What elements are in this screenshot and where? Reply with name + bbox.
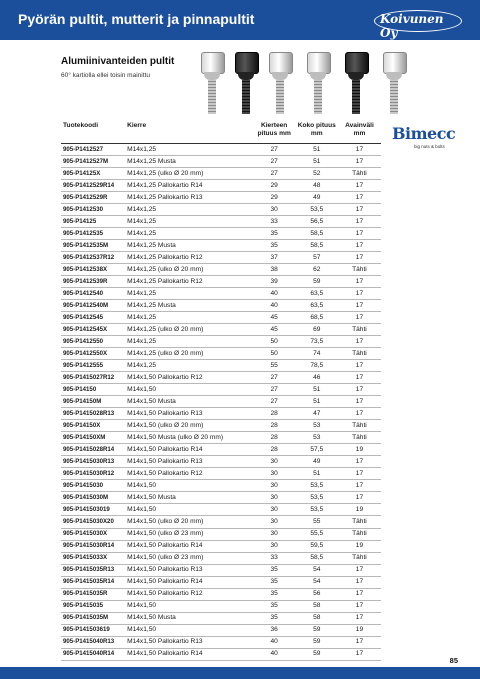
total-length-cell: 54: [296, 564, 338, 576]
key-size-cell: 19: [338, 624, 381, 636]
product-code-cell: 905-P1415030R13: [61, 456, 125, 468]
thread-cell: M14x1,50: [125, 600, 253, 612]
thread-length-cell: 27: [253, 384, 296, 396]
product-code-cell: 905-P1415035R14: [61, 576, 125, 588]
page-header: [0, 0, 480, 40]
key-size-cell: Tähti: [338, 516, 381, 528]
total-length-cell: 56: [296, 588, 338, 600]
thread-cell: M14x1,50 Pallokartio R14: [125, 444, 253, 456]
thread-cell: M14x1,50 Pallokartio R14: [125, 540, 253, 552]
total-length-cell: 59: [296, 276, 338, 288]
column-header-avainvali: Avainväli mm: [338, 120, 381, 144]
key-size-cell: 17: [338, 600, 381, 612]
table-row: [61, 408, 381, 420]
thread-cell: M14x1,50: [125, 480, 253, 492]
table-row: [61, 144, 381, 156]
thread-length-cell: 45: [253, 324, 296, 336]
thread-cell: M14x1,50 Musta: [125, 396, 253, 408]
total-length-cell: 59: [296, 636, 338, 648]
key-size-cell: Tähti: [338, 420, 381, 432]
thread-cell: M14x1,25: [125, 336, 253, 348]
total-length-cell: 53,5: [296, 504, 338, 516]
thread-length-cell: 35: [253, 576, 296, 588]
thread-cell: M14x1,50 Pallokartio R13: [125, 408, 253, 420]
table-row: [61, 348, 381, 360]
key-size-cell: 17: [338, 384, 381, 396]
product-code-cell: 905-P1415030M: [61, 492, 125, 504]
product-code-cell: 905-P1415035R: [61, 588, 125, 600]
thread-cell: M14x1,50: [125, 384, 253, 396]
thread-length-cell: 30: [253, 468, 296, 480]
key-size-cell: 17: [338, 288, 381, 300]
table-row: [61, 300, 381, 312]
thread-cell: M14x1,25 (ulko Ø 20 mm): [125, 348, 253, 360]
table-row: [61, 480, 381, 492]
product-code-cell: 905-P1415035M: [61, 612, 125, 624]
key-size-cell: 17: [338, 312, 381, 324]
total-length-cell: 57: [296, 252, 338, 264]
table-row: [61, 468, 381, 480]
table-row: [61, 360, 381, 372]
thread-length-cell: 28: [253, 444, 296, 456]
thread-cell: M14x1,25 (ulko Ø 20 mm): [125, 168, 253, 180]
total-length-cell: 58,5: [296, 240, 338, 252]
key-size-cell: 17: [338, 156, 381, 168]
product-code-cell: 905-P1415030X: [61, 528, 125, 540]
table-row: [61, 168, 381, 180]
thread-length-cell: 29: [253, 192, 296, 204]
thread-length-cell: 27: [253, 396, 296, 408]
table-row: [61, 252, 381, 264]
product-code-cell: 905-P14150M: [61, 396, 125, 408]
total-length-cell: 51: [296, 384, 338, 396]
brand-name: Bimecc: [392, 124, 456, 143]
thread-cell: M14x1,25 Musta: [125, 300, 253, 312]
product-code-cell: 905-P1412527: [61, 144, 125, 156]
table-row: [61, 372, 381, 384]
thread-cell: M14x1,50 (ulko Ø 23 mm): [125, 528, 253, 540]
product-code-cell: 905-P1412527M: [61, 156, 125, 168]
product-code-cell: 905-P1415030R14: [61, 540, 125, 552]
total-length-cell: 68,5: [296, 312, 338, 324]
key-size-cell: Tähti: [338, 552, 381, 564]
table-row: [61, 456, 381, 468]
thread-cell: M14x1,25: [125, 360, 253, 372]
thread-cell: M14x1,25: [125, 144, 253, 156]
total-length-cell: 54: [296, 576, 338, 588]
product-code-cell: 905-P1412529R14: [61, 180, 125, 192]
bolt-silver-image: [268, 48, 292, 118]
thread-length-cell: 45: [253, 312, 296, 324]
key-size-cell: Tähti: [338, 432, 381, 444]
thread-cell: M14x1,50 Musta: [125, 492, 253, 504]
table-row: [61, 492, 381, 504]
key-size-cell: 19: [338, 504, 381, 516]
product-code-cell: 905-P1415035R13: [61, 564, 125, 576]
bolt-silver-image: [200, 48, 224, 118]
key-size-cell: 17: [338, 396, 381, 408]
key-size-cell: 17: [338, 372, 381, 384]
key-size-cell: Tähti: [338, 528, 381, 540]
thread-length-cell: 35: [253, 612, 296, 624]
column-header-code: Tuotekoodi: [61, 120, 125, 144]
total-length-cell: 51: [296, 144, 338, 156]
product-code-cell: 905-P1412550: [61, 336, 125, 348]
thread-length-cell: 35: [253, 228, 296, 240]
thread-cell: M14x1,25 Musta: [125, 240, 253, 252]
thread-cell: M14x1,50 Pallokartio R12: [125, 468, 253, 480]
total-length-cell: 51: [296, 468, 338, 480]
table-row: [61, 204, 381, 216]
product-code-cell: 905-P1412530: [61, 204, 125, 216]
table-row: [61, 528, 381, 540]
table-row: [61, 588, 381, 600]
total-length-cell: 53,5: [296, 492, 338, 504]
key-size-cell: 19: [338, 444, 381, 456]
table-row: [61, 312, 381, 324]
thread-cell: M14x1,50 Pallokartio R14: [125, 648, 253, 660]
product-code-cell: 905-P1412545: [61, 312, 125, 324]
total-length-cell: 47: [296, 408, 338, 420]
total-length-cell: 53,5: [296, 204, 338, 216]
thread-cell: M14x1,25: [125, 216, 253, 228]
thread-length-cell: 33: [253, 216, 296, 228]
thread-cell: M14x1,25 Pallokartio R13: [125, 192, 253, 204]
key-size-cell: 19: [338, 540, 381, 552]
total-length-cell: 59,5: [296, 540, 338, 552]
thread-length-cell: 33: [253, 552, 296, 564]
product-code-cell: 905-P1415033X: [61, 552, 125, 564]
thread-cell: M14x1,25 Pallokartio R12: [125, 252, 253, 264]
thread-cell: M14x1,50 Pallokartio R14: [125, 576, 253, 588]
thread-cell: M14x1,50: [125, 624, 253, 636]
total-length-cell: 78,5: [296, 360, 338, 372]
table-row: [61, 444, 381, 456]
table-row: [61, 564, 381, 576]
table-row: [61, 336, 381, 348]
thread-length-cell: 55: [253, 360, 296, 372]
page-number: 85: [449, 656, 458, 665]
key-size-cell: 17: [338, 468, 381, 480]
thread-cell: M14x1,50 Pallokartio R12: [125, 372, 253, 384]
total-length-cell: 52: [296, 168, 338, 180]
thread-cell: M14x1,50 Pallokartio R13: [125, 456, 253, 468]
product-code-cell: 905-P14125: [61, 216, 125, 228]
product-code-cell: 905-P1412540: [61, 288, 125, 300]
thread-cell: M14x1,25 Pallokartio R14: [125, 180, 253, 192]
key-size-cell: 17: [338, 228, 381, 240]
thread-cell: M14x1,25 (ulko Ø 20 mm): [125, 324, 253, 336]
thread-length-cell: 40: [253, 648, 296, 660]
table-row: [61, 180, 381, 192]
header-title: Pyörän pultit, mutterit ja pinnapultit: [18, 11, 255, 27]
product-code-cell: 905-P1415030X20: [61, 516, 125, 528]
product-code-cell: 905-P1412535M: [61, 240, 125, 252]
table-row: [61, 288, 381, 300]
key-size-cell: 17: [338, 564, 381, 576]
footer-bar: [0, 667, 480, 679]
thread-cell: M14x1,50 Musta: [125, 612, 253, 624]
product-code-cell: 905-P1412529R: [61, 192, 125, 204]
table-row: [61, 240, 381, 252]
product-code-cell: 905-P14125X: [61, 168, 125, 180]
column-header-kierteen-pituus: Kierteen pituus mm: [253, 120, 296, 144]
column-header-kierre: Kierre: [125, 120, 253, 144]
thread-length-cell: 30: [253, 204, 296, 216]
product-code-cell: 905-P1412555: [61, 360, 125, 372]
total-length-cell: 55,5: [296, 528, 338, 540]
thread-length-cell: 30: [253, 516, 296, 528]
thread-cell: M14x1,50 Musta (ulko Ø 20 mm): [125, 432, 253, 444]
key-size-cell: 17: [338, 648, 381, 660]
key-size-cell: 17: [338, 456, 381, 468]
table-row: [61, 624, 381, 636]
key-size-cell: Tähti: [338, 264, 381, 276]
total-length-cell: 49: [296, 456, 338, 468]
total-length-cell: 58,5: [296, 228, 338, 240]
product-table: [61, 120, 381, 661]
total-length-cell: 59: [296, 648, 338, 660]
thread-length-cell: 30: [253, 528, 296, 540]
total-length-cell: 69: [296, 324, 338, 336]
product-code-cell: 905-P1415040R14: [61, 648, 125, 660]
total-length-cell: 48: [296, 180, 338, 192]
thread-cell: M14x1,50: [125, 504, 253, 516]
table-row: [61, 324, 381, 336]
key-size-cell: 17: [338, 612, 381, 624]
table-row: [61, 192, 381, 204]
key-size-cell: Tähti: [338, 168, 381, 180]
table-row: [61, 156, 381, 168]
key-size-cell: 17: [338, 144, 381, 156]
key-size-cell: 17: [338, 300, 381, 312]
table-row: [61, 504, 381, 516]
key-size-cell: 17: [338, 588, 381, 600]
table-row: [61, 648, 381, 660]
thread-length-cell: 30: [253, 480, 296, 492]
section-title: Alumiinivanteiden pultit: [61, 56, 175, 67]
thread-length-cell: 50: [253, 348, 296, 360]
product-code-cell: 905-P14150X: [61, 420, 125, 432]
thread-cell: M14x1,25: [125, 312, 253, 324]
total-length-cell: 46: [296, 372, 338, 384]
thread-length-cell: 27: [253, 372, 296, 384]
thread-cell: M14x1,25: [125, 228, 253, 240]
key-size-cell: 17: [338, 492, 381, 504]
bolt-silver-image: [306, 48, 330, 118]
product-code-cell: 905-P1412538X: [61, 264, 125, 276]
table-row: [61, 600, 381, 612]
total-length-cell: 56,5: [296, 216, 338, 228]
thread-length-cell: 27: [253, 168, 296, 180]
product-code-cell: 905-P1415040R13: [61, 636, 125, 648]
product-code-cell: 905-P1415027R12: [61, 372, 125, 384]
table-header-row: [61, 120, 381, 144]
koivunen-logo: [374, 8, 464, 40]
product-code-cell: 905-P1415028R14: [61, 444, 125, 456]
thread-cell: M14x1,50 Pallokartio R13: [125, 564, 253, 576]
key-size-cell: 17: [338, 408, 381, 420]
key-size-cell: 17: [338, 204, 381, 216]
thread-length-cell: 28: [253, 408, 296, 420]
table-row: [61, 516, 381, 528]
column-header-koko-pituus: Koko pituus mm: [296, 120, 338, 144]
thread-length-cell: 30: [253, 504, 296, 516]
total-length-cell: 63,5: [296, 288, 338, 300]
key-size-cell: Tähti: [338, 324, 381, 336]
thread-length-cell: 40: [253, 300, 296, 312]
bolt-black-image: [234, 48, 258, 118]
product-code-cell: 905-P1415035: [61, 600, 125, 612]
key-size-cell: 17: [338, 576, 381, 588]
table-row: [61, 276, 381, 288]
product-code-cell: 905-P1412537R12: [61, 252, 125, 264]
key-size-cell: 17: [338, 276, 381, 288]
total-length-cell: 51: [296, 396, 338, 408]
thread-cell: M14x1,50 Pallokartio R12: [125, 588, 253, 600]
table-row: [61, 636, 381, 648]
thread-length-cell: 35: [253, 564, 296, 576]
thread-cell: M14x1,25 (ulko Ø 20 mm): [125, 264, 253, 276]
total-length-cell: 51: [296, 156, 338, 168]
bolt-black-image: [344, 48, 368, 118]
thread-cell: M14x1,50 Pallokartio R13: [125, 636, 253, 648]
product-code-cell: 905-P1415030R12: [61, 468, 125, 480]
table-row: [61, 420, 381, 432]
total-length-cell: 58,5: [296, 552, 338, 564]
thread-length-cell: 40: [253, 288, 296, 300]
thread-length-cell: 27: [253, 144, 296, 156]
thread-cell: M14x1,25 Pallokartio R12: [125, 276, 253, 288]
key-size-cell: 17: [338, 360, 381, 372]
table-row: [61, 576, 381, 588]
table-row: [61, 384, 381, 396]
thread-length-cell: 38: [253, 264, 296, 276]
thread-length-cell: 36: [253, 624, 296, 636]
brand-tagline: big nuts & bolts: [414, 144, 445, 149]
product-code-cell: 905-P141503619: [61, 624, 125, 636]
total-length-cell: 59: [296, 624, 338, 636]
key-size-cell: 17: [338, 180, 381, 192]
product-code-cell: 905-P14150: [61, 384, 125, 396]
total-length-cell: 58: [296, 600, 338, 612]
thread-length-cell: 35: [253, 600, 296, 612]
thread-cell: M14x1,25: [125, 288, 253, 300]
key-size-cell: 17: [338, 336, 381, 348]
total-length-cell: 53: [296, 420, 338, 432]
total-length-cell: 53: [296, 432, 338, 444]
bimecc-logo: [392, 124, 462, 149]
thread-cell: M14x1,25: [125, 204, 253, 216]
thread-cell: M14x1,50 (ulko Ø 20 mm): [125, 516, 253, 528]
thread-cell: M14x1,50 (ulko Ø 20 mm): [125, 420, 253, 432]
thread-length-cell: 50: [253, 336, 296, 348]
product-code-cell: 905-P1412535: [61, 228, 125, 240]
product-code-cell: 905-P14150XM: [61, 432, 125, 444]
table-body: [61, 144, 381, 661]
total-length-cell: 74: [296, 348, 338, 360]
table-row: [61, 216, 381, 228]
key-size-cell: Tähti: [338, 348, 381, 360]
table-row: [61, 612, 381, 624]
thread-length-cell: 35: [253, 240, 296, 252]
product-code-cell: 905-P1412550X: [61, 348, 125, 360]
total-length-cell: 63,5: [296, 300, 338, 312]
product-code-cell: 905-P1415028R13: [61, 408, 125, 420]
total-length-cell: 58: [296, 612, 338, 624]
product-code-cell: 905-P1412545X: [61, 324, 125, 336]
table-row: [61, 228, 381, 240]
key-size-cell: 17: [338, 480, 381, 492]
table-row: [61, 432, 381, 444]
thread-length-cell: 35: [253, 588, 296, 600]
bolt-silver-image: [382, 48, 406, 118]
total-length-cell: 49: [296, 192, 338, 204]
thread-length-cell: 37: [253, 252, 296, 264]
table-row: [61, 540, 381, 552]
key-size-cell: 17: [338, 636, 381, 648]
product-image: [196, 48, 410, 118]
product-code-cell: 905-P1412540M: [61, 300, 125, 312]
key-size-cell: 17: [338, 192, 381, 204]
product-code-cell: 905-P1415030: [61, 480, 125, 492]
total-length-cell: 62: [296, 264, 338, 276]
total-length-cell: 57,5: [296, 444, 338, 456]
total-length-cell: 53,5: [296, 480, 338, 492]
key-size-cell: 17: [338, 240, 381, 252]
thread-length-cell: 29: [253, 180, 296, 192]
thread-length-cell: 30: [253, 492, 296, 504]
product-code-cell: 905-P141503019: [61, 504, 125, 516]
table-row: [61, 552, 381, 564]
total-length-cell: 55: [296, 516, 338, 528]
table-row: [61, 264, 381, 276]
thread-length-cell: 28: [253, 420, 296, 432]
total-length-cell: 73,5: [296, 336, 338, 348]
thread-cell: M14x1,50 (ulko Ø 23 mm): [125, 552, 253, 564]
thread-length-cell: 40: [253, 636, 296, 648]
thread-length-cell: 28: [253, 432, 296, 444]
table-row: [61, 396, 381, 408]
logo-text: Koivunen Oy: [380, 12, 444, 40]
key-size-cell: 17: [338, 216, 381, 228]
thread-cell: M14x1,25 Musta: [125, 156, 253, 168]
key-size-cell: 17: [338, 252, 381, 264]
thread-length-cell: 39: [253, 276, 296, 288]
thread-length-cell: 30: [253, 540, 296, 552]
section-subtitle: 60° kartiolla ellei toisin mainittu: [61, 72, 150, 79]
thread-length-cell: 30: [253, 456, 296, 468]
product-code-cell: 905-P1412539R: [61, 276, 125, 288]
thread-length-cell: 27: [253, 156, 296, 168]
